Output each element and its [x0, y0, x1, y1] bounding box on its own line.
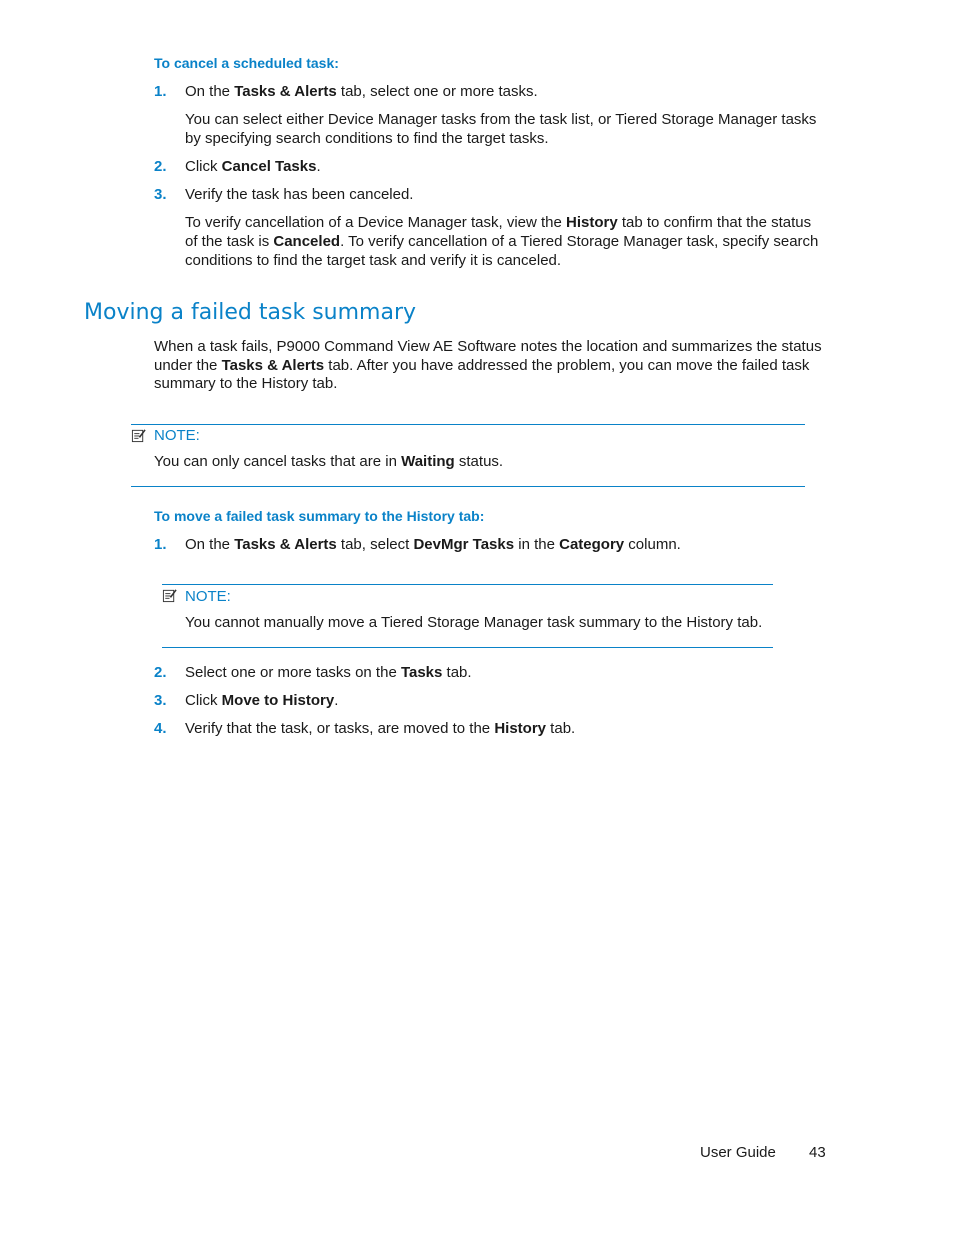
procedure-title-move: To move a failed task summary to the History tab:: [154, 508, 485, 524]
note-label: NOTE:: [154, 427, 200, 444]
note-bottom-rule: [162, 647, 773, 648]
step-detail-line: You can select either Device Manager tasks from the task list, or Tiered Storage Manager tasks: [185, 111, 817, 128]
step-text: Select one or more tasks on the Tasks tab.: [185, 664, 472, 681]
note-top-rule: [131, 424, 805, 425]
step-text: On the Tasks & Alerts tab, select DevMgr Tasks in the Category column.: [185, 536, 681, 553]
paragraph-line: When a task fails, P9000 Command View AE Software notes the location and summarizes the status: [154, 338, 822, 355]
note-text: You can only cancel tasks that are in Waiting status.: [154, 453, 504, 470]
step-detail-line: of the task is Canceled. To verify cancellation of a Tiered Storage Manager task, specify search: [185, 233, 819, 250]
step-number: 3.: [154, 186, 167, 203]
step-number: 2.: [154, 158, 167, 175]
footer-label: User Guide: [700, 1144, 776, 1161]
step-detail-line: conditions to find the target task and verify it is canceled.: [185, 252, 562, 269]
section-heading: Moving a failed task summary: [84, 300, 417, 325]
step-number: 2.: [154, 664, 167, 681]
step-number: 4.: [154, 720, 167, 737]
step-number: 1.: [154, 83, 167, 100]
note-bottom-rule: [131, 486, 805, 487]
note-icon: [162, 588, 177, 607]
page-number: 43: [809, 1144, 826, 1161]
step-text: Verify that the task, or tasks, are moved to the History tab.: [185, 720, 576, 737]
note-top-rule: [162, 584, 773, 585]
step-text: On the Tasks & Alerts tab, select one or more tasks.: [185, 83, 538, 100]
note-text: You cannot manually move a Tiered Storage Manager task summary to the History tab.: [185, 614, 763, 631]
paragraph-line: summary to the History tab.: [154, 375, 338, 392]
step-number: 3.: [154, 692, 167, 709]
step-number: 1.: [154, 536, 167, 553]
step-detail-line: by specifying search conditions to find the target tasks.: [185, 130, 549, 147]
paragraph-line: under the Tasks & Alerts tab. After you have addressed the problem, you can move the failed task: [154, 357, 810, 374]
step-text: Click Move to History.: [185, 692, 339, 709]
step-text: Verify the task has been canceled.: [185, 186, 414, 203]
step-text: Click Cancel Tasks.: [185, 158, 321, 175]
step-detail-line: To verify cancellation of a Device Manager task, view the History tab to confirm that the status: [185, 214, 812, 231]
note-icon: [131, 428, 146, 447]
procedure-title-cancel: To cancel a scheduled task:: [154, 55, 339, 71]
note-label: NOTE:: [185, 588, 231, 605]
